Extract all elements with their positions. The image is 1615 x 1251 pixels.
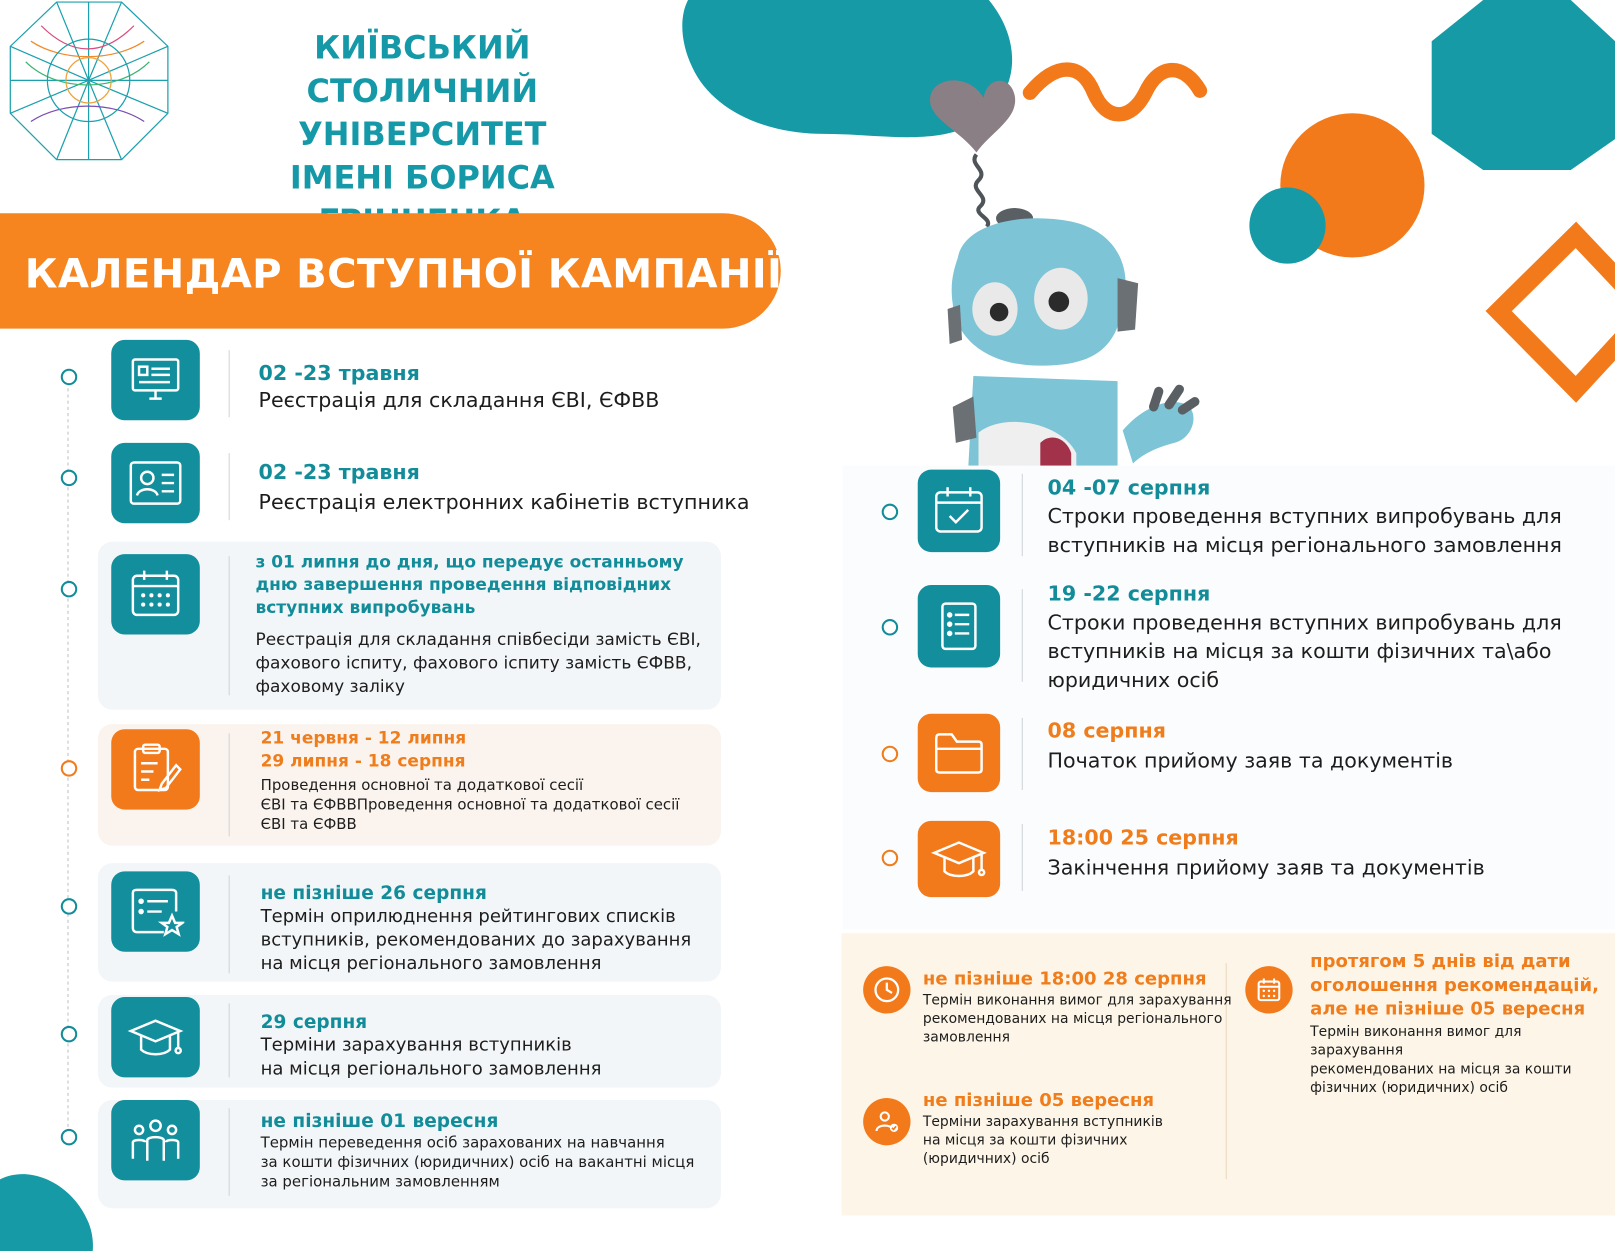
item-description-line: Терміни зарахування вступників — [260, 1035, 572, 1056]
divider — [229, 1003, 230, 1077]
university-name-line2: СТОЛИЧНИЙ УНІВЕРСИТЕТ — [298, 73, 547, 154]
item-description-line: ЄВІ та ЄФВВ — [260, 816, 357, 834]
item-description-line: Реєстрація для складання співбесіди замість ЄВІ, — [255, 629, 701, 649]
timeline-dot — [882, 504, 898, 520]
timeline-dot — [61, 581, 77, 597]
item-description — [1048, 502, 1562, 560]
timeline-dot — [61, 470, 77, 486]
item-description-line: рекомендованих на місця за кошти — [1310, 1060, 1572, 1078]
teal-octagon — [1432, 0, 1615, 170]
divider — [229, 453, 230, 520]
divider — [1022, 824, 1023, 891]
timeline-dot — [61, 1026, 77, 1042]
divider — [1022, 589, 1023, 682]
item-description-line: Строки проведення вступних випробувань для — [1047, 503, 1562, 529]
divider — [229, 350, 230, 417]
item-description: Реєстрація для складання ЄВІ, ЄФВВ — [258, 387, 660, 412]
item-description — [255, 627, 701, 698]
calendar-icon — [111, 554, 200, 634]
item-description — [1310, 1023, 1615, 1097]
item-date-line: але не пізніше 05 вересня — [1310, 999, 1586, 1020]
item-description-line: фаховому заліку — [255, 676, 405, 697]
item-date — [261, 727, 467, 772]
folder-icon — [918, 714, 1000, 792]
item-date: 08 серпня — [1047, 717, 1166, 743]
item-description-line: на місця за кошти фізичних — [922, 1131, 1128, 1149]
divider — [1022, 718, 1023, 790]
item-date-line: 29 липня - 18 серпня — [260, 750, 466, 771]
item-date-line: вступних випробувань — [255, 597, 476, 617]
divider — [229, 876, 230, 974]
item-date: 18:00 25 серпня — [1047, 825, 1239, 850]
document-list-icon — [918, 585, 1000, 667]
item-description-line: Терміни зарахування вступників — [922, 1113, 1163, 1130]
page-title: КАЛЕНДАР ВСТУПНОЇ КАМПАНІЇ — [24, 251, 783, 298]
university-name-line3: ІМЕНІ БОРИСА — [289, 159, 555, 197]
item-description-line: Термін виконання вимог для зарахування — [922, 991, 1232, 1009]
divider — [1022, 474, 1023, 556]
orange-wave — [1030, 70, 1200, 115]
university-name-line1: КИЇВСЬКИЙ — [314, 29, 531, 67]
item-description-line: фізичних (юридичних) осіб — [1310, 1079, 1509, 1096]
person-check-icon — [863, 1098, 910, 1145]
item-date: 04 -07 серпня — [1047, 474, 1211, 500]
item-date: не пізніше 05 вересня — [922, 1090, 1155, 1112]
timeline-dot — [61, 1129, 77, 1145]
item-description — [1048, 608, 1562, 695]
teal-corner-blob — [0, 1174, 93, 1251]
item-description-line: (юридичних) осіб — [922, 1150, 1050, 1167]
item-date-line: дню завершення проведення відповідних — [255, 574, 672, 595]
clock-icon — [863, 966, 910, 1013]
item-date: 19 -22 серпня — [1047, 580, 1211, 606]
item-description-line: на місця регіонального замовлення — [260, 953, 602, 975]
item-description — [261, 905, 692, 976]
item-date — [255, 551, 683, 619]
people-icon — [111, 1100, 200, 1180]
item-description-line: ЄВІ та ЄФВВПроведення основної та додаткової сесії — [260, 797, 680, 814]
timeline-dot — [882, 850, 898, 866]
item-description: Початок прийому заяв та документів — [1047, 747, 1454, 773]
item-date: не пізніше 26 серпня — [260, 882, 487, 905]
item-date: не пізніше 01 вересня — [260, 1110, 499, 1132]
item-description-line: Термін переведення осіб зарахованих на навчання — [260, 1135, 665, 1152]
clipboard-pen-icon — [111, 729, 200, 809]
item-description-line: рекомендованих на місця регіонального — [922, 1010, 1223, 1027]
teal-circle — [1249, 187, 1325, 263]
item-date: не пізніше 18:00 28 серпня — [922, 969, 1207, 990]
item-date: 02 -23 травня — [258, 459, 420, 485]
timeline-dot — [882, 746, 898, 762]
calendar-icon — [1245, 966, 1292, 1013]
calendar-check-icon — [918, 470, 1000, 552]
id-card-icon — [111, 443, 200, 523]
monitor-icon — [111, 340, 200, 420]
divider — [229, 556, 230, 695]
item-date-line: оголошення рекомендацій, — [1310, 975, 1599, 997]
item-description: Реєстрація електронних кабінетів вступника — [258, 489, 750, 514]
item-description-line: вступників, рекомендованих до зарахування — [260, 930, 692, 951]
item-description — [261, 1034, 602, 1081]
item-description: Закінчення прийому заяв та документів — [1047, 854, 1485, 880]
item-date-line: протягом 5 днів від дати — [1310, 951, 1571, 973]
university-name — [196, 27, 649, 243]
item-date-line: з 01 липня до дня, що передує останньому — [255, 552, 684, 572]
item-description-line: юридичних осіб — [1047, 667, 1220, 693]
item-description-line: фахового іспиту, фахового іспиту замість ЄФВВ, — [255, 653, 692, 673]
item-description-line: Строки проведення вступних випробувань для — [1047, 609, 1562, 635]
list-star-icon — [111, 871, 200, 951]
timeline-dot — [61, 898, 77, 914]
item-description-line: Проведення основної та додаткової сесії — [260, 777, 584, 795]
graduation-cap-icon — [111, 997, 200, 1077]
item-description — [923, 1112, 1163, 1168]
graduation-cap-icon — [918, 821, 1000, 897]
university-logo — [0, 0, 175, 180]
divider — [229, 1108, 230, 1196]
item-date-line: 21 червня - 12 липня — [260, 728, 467, 748]
item-description — [261, 777, 680, 836]
item-description-line: вступників на місця регіонального замовлення — [1047, 532, 1562, 558]
item-description-line: замовлення — [922, 1028, 1010, 1046]
item-description-line: Термін виконання вимог для зарахування — [1310, 1023, 1522, 1059]
item-description — [261, 1134, 695, 1193]
timeline-dot — [61, 760, 77, 776]
item-description-line: вступників на місця за кошти фізичних та\або — [1047, 638, 1552, 664]
item-description-line: Термін оприлюднення рейтингових списків — [260, 906, 676, 927]
item-description-line: за кошти фізичних (юридичних) осіб на вакантні місця — [260, 1154, 695, 1172]
item-date: 29 серпня — [260, 1011, 368, 1034]
timeline-dot — [882, 619, 898, 635]
item-description-line: за регіональним замовленням — [260, 1174, 500, 1191]
item-description — [923, 991, 1232, 1047]
item-date — [1310, 951, 1599, 1022]
item-date: 02 -23 травня — [258, 360, 420, 386]
robot-illustration — [930, 80, 1195, 468]
orange-diamond — [1499, 235, 1615, 390]
divider — [229, 733, 230, 836]
timeline-dot — [61, 369, 77, 385]
item-description-line: на місця регіонального замовлення — [260, 1058, 602, 1080]
